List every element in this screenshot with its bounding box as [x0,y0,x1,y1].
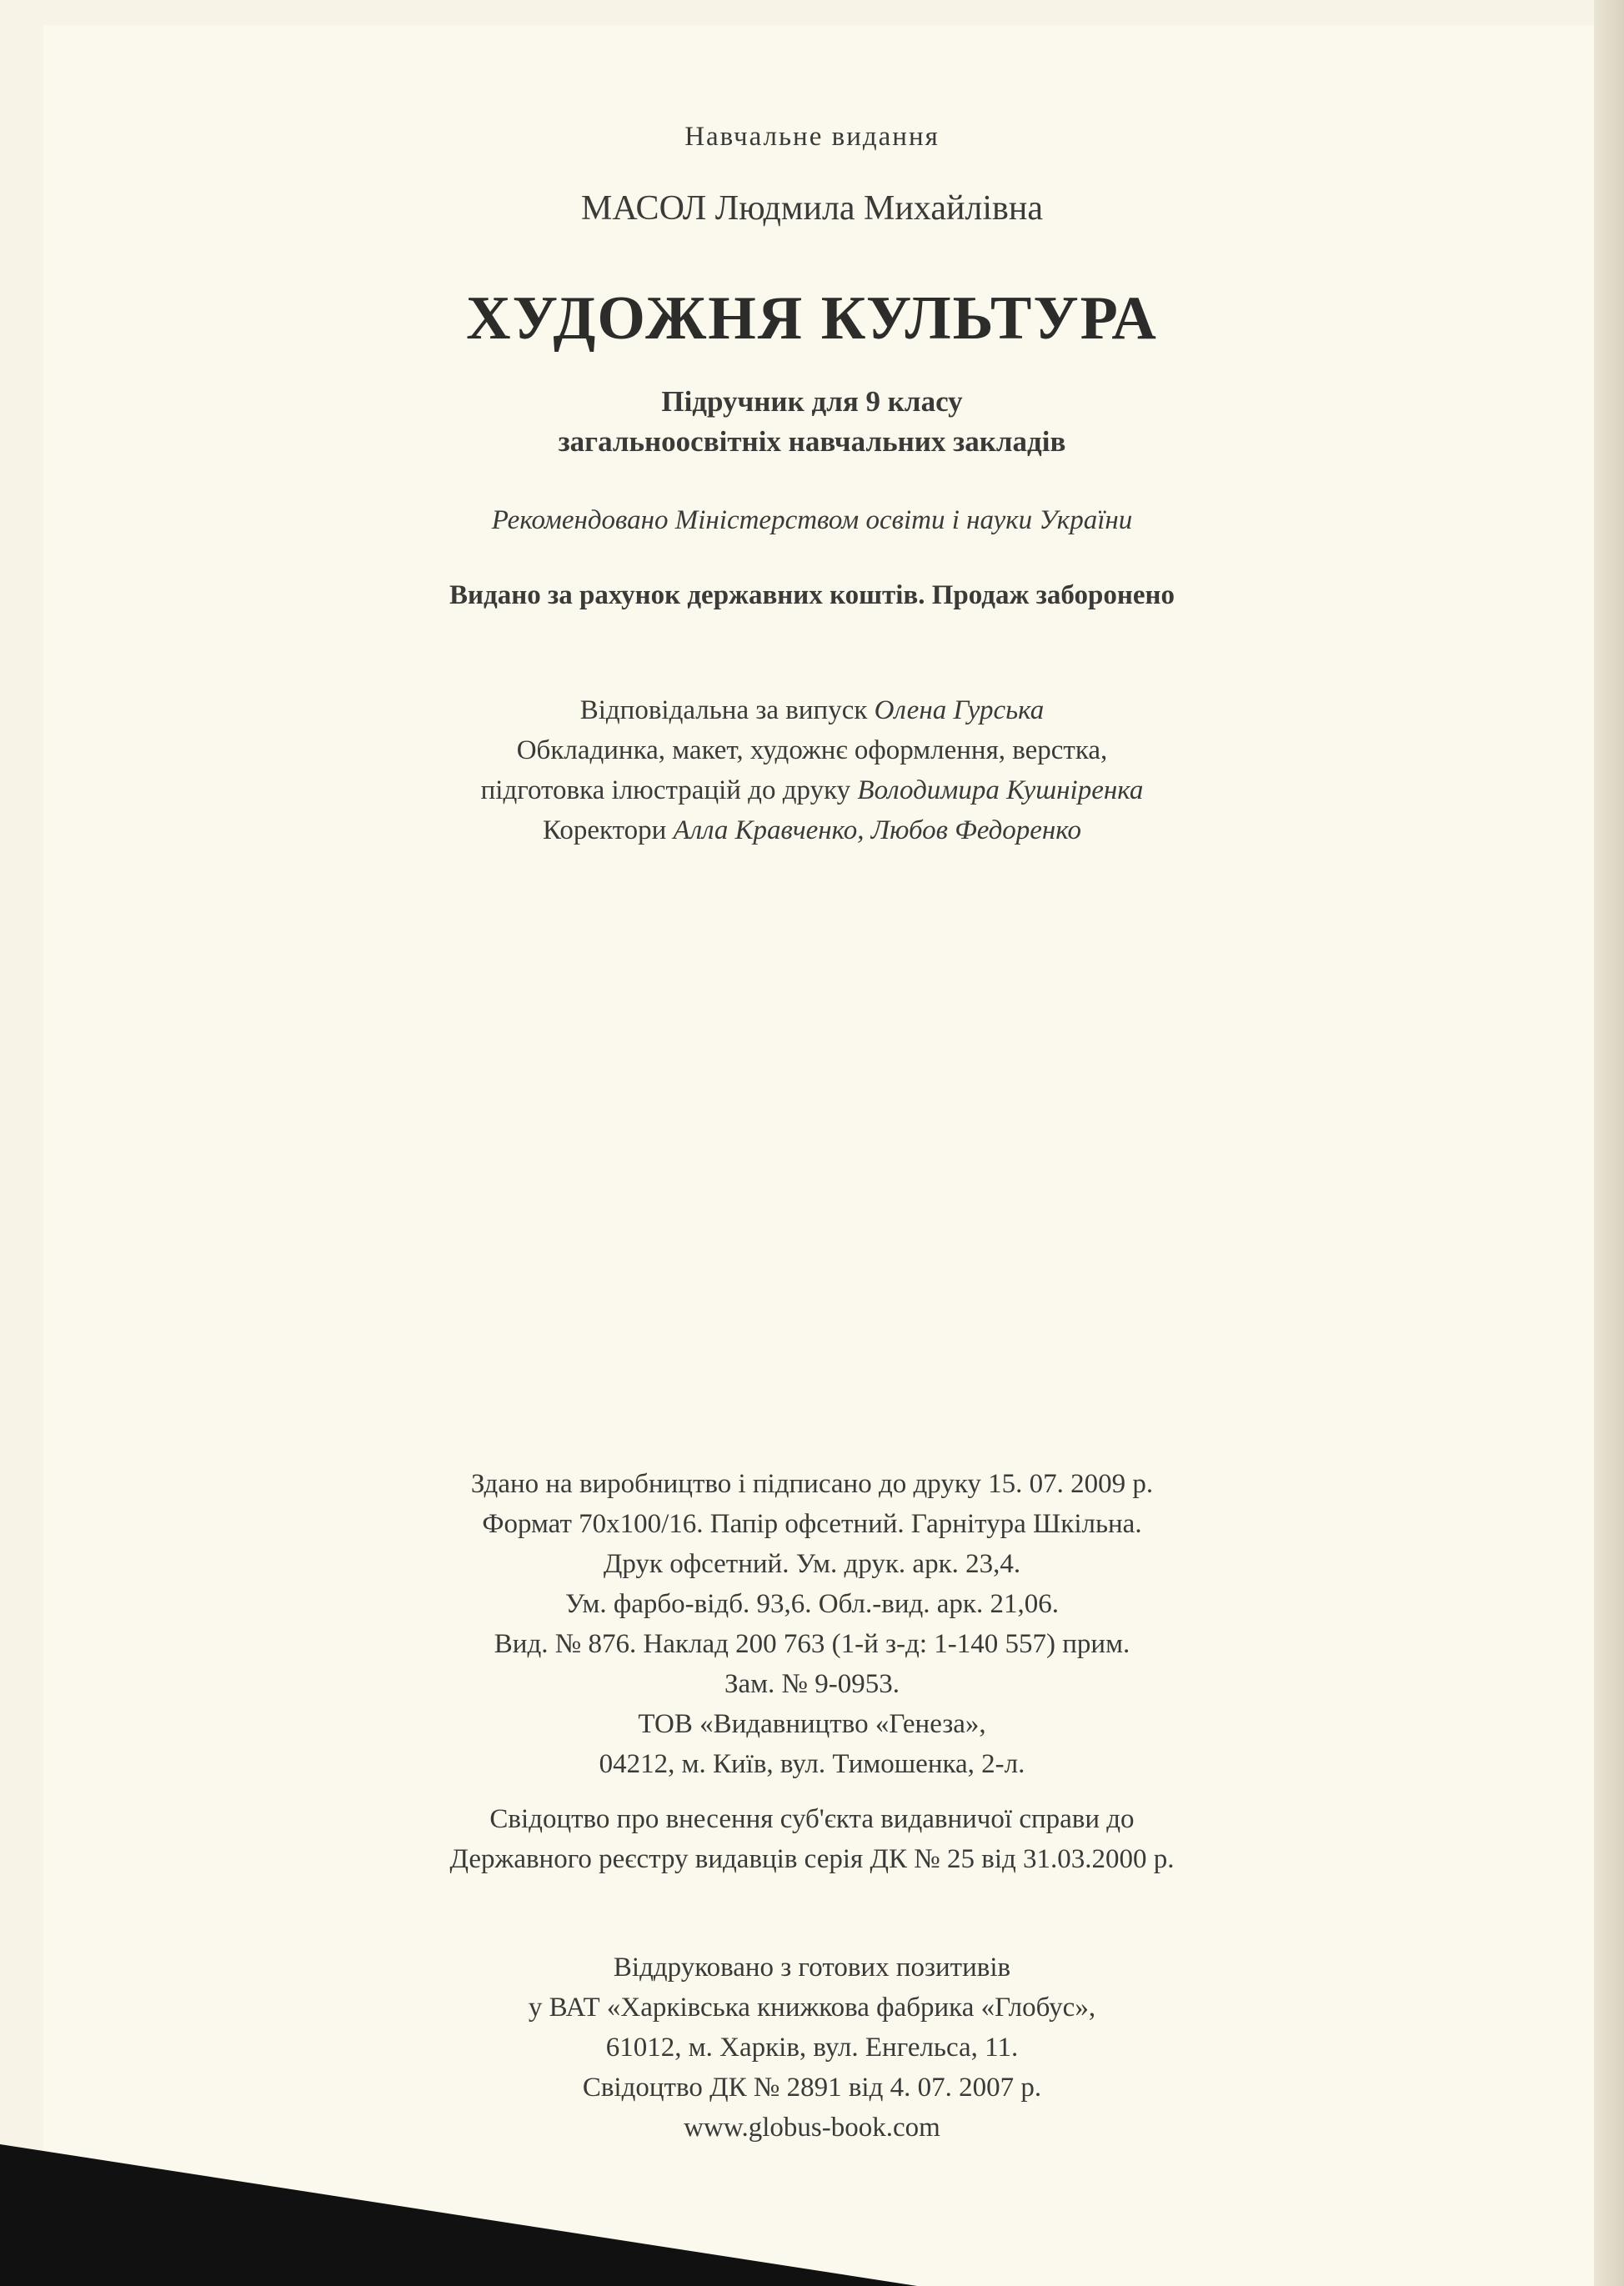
recommendation-note: Рекомендовано Міністерством освіти і науки України [491,505,1133,535]
printer-address: 61012, м. Харків, вул. Енгельса, 11. [605,2033,1019,2063]
publication-type: Навчальне видання [684,122,940,152]
production-line: Вид. № 876. Наклад 200 763 (1-й з-д: 1-140 557) прим. [494,1629,1130,1659]
publisher-address: 04212, м. Київ, вул. Тимошенка, 2-л. [599,1749,1025,1779]
production-line: Формат 70x100/16. Папір офсетний. Гарнітура Шкільна. [482,1509,1142,1539]
credit-proofreaders-role: Коректори [543,815,674,845]
credit-illustrations [0,775,1624,806]
production-line: Друк офсетний. Ум. друк. арк. 23,4. [603,1549,1021,1579]
production-line: Здано на виробництво і підписано до друку 15. 07. 2009 р. [470,1469,1154,1499]
credit-design: Обкладинка, макет, художнє оформлення, верстка, [516,735,1108,765]
registry-line: Державного реєстру видавців серія ДК № 25 від 31.03.2000 р. [449,1844,1175,1874]
publisher-name: ТОВ «Видавництво «Генеза», [638,1709,986,1739]
state-funded-note: Видано за рахунок державних коштів. Продаж заборонено [449,580,1175,610]
credit-responsible [0,695,1624,726]
printer-website-link[interactable]: www.globus-book.com [684,2113,940,2143]
credit-illustrations-role: підготовка ілюстрацій до друку [480,775,858,805]
credit-proofreaders-names: Алла Кравченко, Любов Федоренко [673,815,1081,845]
credit-responsible-role: Відповідальна за випуск [579,695,875,725]
printer-certificate: Свідоцтво ДК № 2891 від 4. 07. 2007 р. [582,2073,1042,2103]
production-line: Зам. № 9-0953. [724,1669,900,1699]
subtitle-line-1: Підручник для 9 класу [661,385,963,418]
production-line: Ум. фарбо-відб. 93,6. Обл.-вид. арк. 21,06. [565,1589,1059,1619]
credit-proofreaders [0,815,1624,846]
page-sheet [43,25,1594,2286]
book-title: ХУДОЖНЯ КУЛЬТУРА [466,284,1158,353]
registry-line: Свідоцтво про внесення суб'єкта видавничої справи до [489,1804,1135,1834]
credit-responsible-name: Олена Гурська [874,695,1045,725]
printer-name: у ВАТ «Харківська книжкова фабрика «Глобус», [528,1993,1096,2023]
author-name: МАСОЛ Людмила Михайлівна [580,189,1044,228]
credit-illustrations-name: Володимира Кушніренка [857,775,1144,805]
subtitle-line-2: загальноосвітніх навчальних закладів [558,425,1066,458]
printer-line: Віддруковано з готових позитивів [613,1953,1011,1983]
